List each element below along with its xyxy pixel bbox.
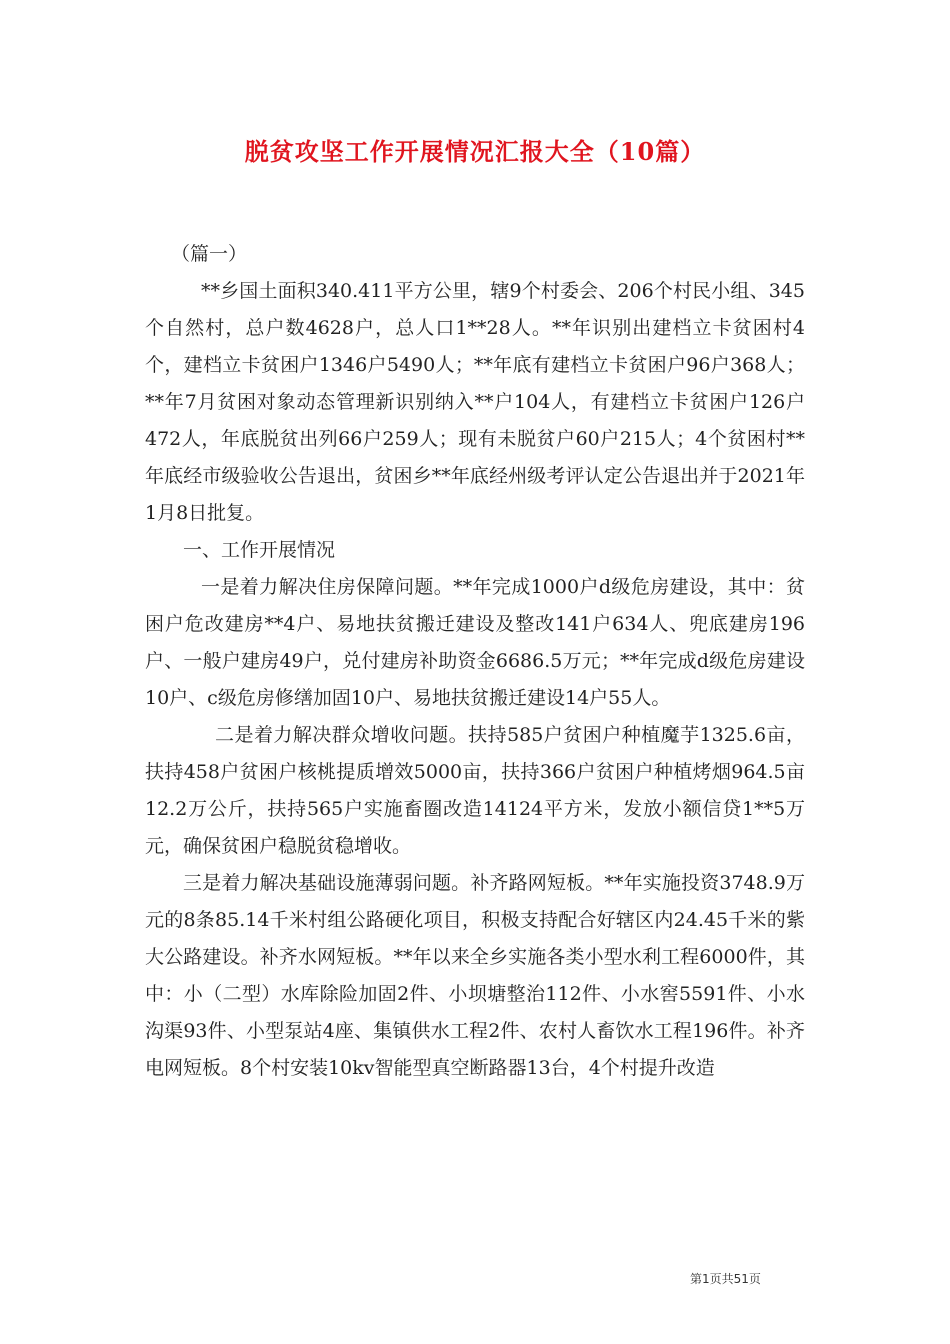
document-body: [145, 236, 805, 1087]
document-title: 脱贫攻坚工作开展情况汇报大全（10篇）: [244, 137, 706, 166]
paragraph: 三是着力解决基础设施薄弱问题。补齐路网短板。**年实施投资3748.9万元的8条85.14千米村组公路硬化项目，积极支持配合好辖区内24.45千米的紫大公路建设。补齐水网短板。**年以来全乡实施各类小型水利工程6000件，其中：小（二型）水库除险加固2件、小坝塘整治112件、小水窖5591件、小水沟渠93件、小型泵站4座、集镇供水工程2件、农村人畜饮水工程196件。补齐电网短板。8个村安装10kv智能型真空断路器13台，4个村提升改造: [145, 872, 805, 1079]
paragraph: **乡国土面积340.411平方公里，辖9个村委会、206个村民小组、345个自然村，总户数4628户，总人口1**28人。**年识别出建档立卡贫困村4个，建档立卡贫困户1346户5490人；**年底有建档立卡贫困户96户368人；**年7月贫困对象动态管理新识别纳入**户104人，有建档立卡贫困户126户472人，年底脱贫出列66户259人；现有未脱贫户60户215人；4个贫困村**年底经市级验收公告退出，贫困乡**年底经州级考评认定公告退出并于2021年1月8日批复。: [145, 280, 805, 524]
paragraph: 一是着力解决住房保障问题。**年完成1000户d级危房建设，其中：贫困户危改建房**4户、易地扶贫搬迁建设及整改141户634人、兜底建房196户、一般户建房49户，兑付建房补助资金6686.5万元；**年完成d级危房建设10户、c级危房修缮加固10户、易地扶贫搬迁建设14户55人。: [145, 576, 805, 709]
section-heading: 一、工作开展情况: [183, 539, 336, 561]
paragraph: 二是着力解决群众增收问题。扶持585户贫困户种植魔芋1325.6亩，扶持458户贫困户核桃提质增效5000亩，扶持366户贫困户种植烤烟964.5亩12.2万公斤，扶持565户实施畜圈改造14124平方米，发放小额信贷1**5万元，确保贫困户稳脱贫稳增收。: [145, 724, 805, 857]
section-label: （篇一）: [171, 243, 248, 265]
page-number-footer: 第1页共51页: [690, 1272, 761, 1286]
